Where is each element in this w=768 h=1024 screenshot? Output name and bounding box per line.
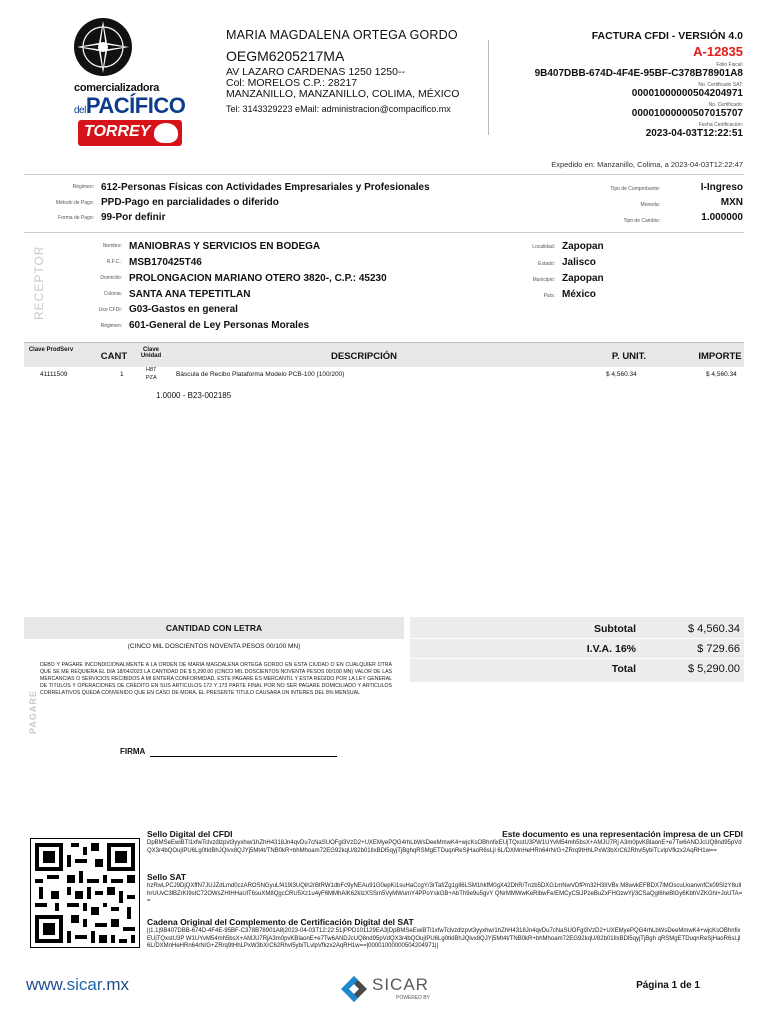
pagare-text: DEBO Y PAGARE INCONDICIONALMENTE A LA ORDEN DE MARIA MAGDALENA ORTEGA GORDO EN ESTA CIUDAD O EN CUALQUIER OTRA QUE SE ME REQUIERA EL DIA 18/04/2023 LA CANTIDAD DE $ 5,290.00 (CINCO MIL DOSCIENTOS NOVENTA PESOS 00/100 MN) VALOR DE LAS MERCANCIAS O SERVICIOS RECIBIDOS A MI ENTERA CONFORMIDAD. ESTE PAGARE ES MERCANTIL Y ESTA REGIDO POR LA LEY GENERAL DE TITULOS Y OPERACIONES DE CREDITO EN SUS ARTICULOS 172 Y 173 PARTE FINAL POR NO SER PAGARE DOMICILIADO Y ARTICULOS CORRELATIVOS QUEDA CONVENIDO QUE EN CASO DE MORA, EL PRESENTE TITULO CAUSARA UN INTERES DEL 8% MENSUAL (40, 662, 392, 696)
pais-value: México (562, 289, 596, 300)
moneda-value: MXN (720, 197, 743, 208)
cert-sat-label: No. Certificado SAT: (698, 82, 743, 88)
sello-sat-title: Sello SAT (147, 872, 187, 882)
total-value: $ 5,290.00 (688, 663, 740, 675)
issuer-block (226, 28, 481, 114)
receptor-vertical-text: RECEPTOR (32, 245, 46, 320)
regimen-label: Régimen: (72, 184, 94, 190)
th-punit: P. UNIT. (611, 351, 647, 362)
subtotal-value: $ 4,560.34 (688, 623, 740, 635)
fecha-label: Fecha Certificación: (698, 122, 743, 128)
torrey-text: TORREY (84, 123, 151, 140)
logo-text-pacifico: PACÍFICO (85, 93, 186, 118)
cert-sat: 00001000000504204971 (631, 88, 743, 99)
sicar-word: SICAR (372, 975, 429, 994)
footer-site-prefix: www. (26, 975, 67, 994)
nombre-value: MANIOBRAS Y SERVICIOS EN BODEGA (129, 241, 321, 252)
iva-label: I.V.A. 16% (586, 643, 636, 655)
colonia-label: Colonia: (103, 291, 122, 297)
iva-value: $ 729.66 (697, 643, 740, 655)
total-row (410, 659, 744, 679)
tipo-label: Tipo de Comprobante: (610, 186, 660, 192)
metodo-value: PPD-Pago en parcialidades o diferido (101, 197, 279, 208)
colonia-value: SANTA ANA TEPETITLAN (129, 289, 251, 300)
total-label: Total (611, 663, 636, 675)
bull-icon (154, 123, 178, 143)
cert-label: No. Certificado: (708, 102, 743, 108)
issuer-address-1: AV LAZARO CARDENAS 1250 1250-- (226, 66, 405, 78)
iva-row (410, 639, 744, 659)
folio-fiscal: 9B407DBB-674D-4F4E-95BF-C378B78901A8 (534, 68, 743, 79)
forma-value: 99-Por definir (101, 212, 166, 223)
cadena-original: ||1.1|9B407DBB-674D-4F4E-95BF-C378B78901A8|2023-04-03T12:22:51|PPD101129EA3|DpBMSeEwiBTl1xfwTclvzdlzpvt3yyxhw/1hZhH4318Jn4qvDu7cNaSUOFgl3VzD2+UXEMyePQG4rhLbWsDeeMmwK4+wjcKsOBhnfixEUjTQxstU3P W1UYvM54mh5bsX+AMJU7RjA3m0pvKBlaonE+e7Tw6ANDJcUQ8nd95pVdQX3r4bQOujIPU6Lg0tkIBhJQlvx8QJYj5Mt4t/TNB0kR+bhMhoam72EG92kqU/82b01IlxBDl5qyjTjBgh qRSMgETDuqnReSjHaoR6sLjl6L/DXMnHeHRn64rN/G+ZRrq9tHhLPxW3bXrC62Rhvl5ybiTLvlpVfkzx2AqRH1w==|00001000000504204971|| (147, 928, 741, 949)
estado-value: Jalisco (562, 257, 596, 268)
receptor-regimen-value: 601-General de Ley Personas Morales (129, 320, 310, 331)
cambio-value: 1.000000 (701, 212, 743, 223)
row-unidad-code: H87 (146, 367, 157, 373)
row-unidad: PZA (146, 375, 157, 381)
invoice-title: FACTURA CFDI - VERSIÓN 4.0 (591, 30, 743, 42)
th-importe: IMPORTE (698, 351, 742, 362)
cert: 00001000000507015707 (631, 108, 743, 119)
municipio-value: Zapopan (562, 273, 604, 284)
sicar-arrow-icon (340, 975, 368, 1003)
invoice-info (493, 30, 743, 139)
items-table-header (24, 342, 744, 367)
th-clave-prod: Clave ProdServ (28, 347, 74, 353)
logo-text-2 (74, 93, 185, 119)
page-number: Página 1 de 1 (636, 980, 700, 991)
moneda-label: Moneda: (640, 202, 660, 208)
localidad-label: Localidad: (532, 244, 555, 250)
expedido-text: Expedido en: Manzanillo, Colima, a 2023-04-03T12:22:47 (551, 160, 743, 169)
logo-text-del: del (74, 105, 86, 116)
footer-site-brand: sicar (66, 975, 102, 994)
subtotal-label: Subtotal (594, 623, 636, 635)
torrey-logo (78, 120, 182, 146)
forma-label: Forma de Pago: (58, 215, 94, 221)
firma-label: FIRMA (120, 747, 146, 756)
issuer-address-2: Col: MORELOS C.P.: 28217 (226, 77, 358, 89)
pagare-vertical-text: PAGARE (28, 690, 38, 734)
qr-code-icon (30, 838, 140, 948)
sello-cfdi: DpBMSeEwiBTl1xfwTclvzdlzpvt3yyxhw/1hZhH4318Jn4qvDu7cNaSUOFgl3VzD2+UXEMyePQG4rhLbWsDeeMmwK4+wjcKsOBhnfixEUjTQxstU3PW1UYvM54mh5bsX+AMJU7Rj A3m0pvKBlaonE+e7Tw6ANDJcUQ8nd95pVdQX3r4bQOujIPU6Lg0tkIBhJQlvx8QJYj5Mt4t/TNB0kR+bhMhoam72EG92kqU/82b01IlxBDl5qyjTjBghqRSMgETDuqnReSjHaoR6sLjl 6L/DXMnHeHRn64rN/G+ZRrq9tHhLPxW3bXrC62Rhvl5ybiTLvlpVfkzx2AqRH1w== (147, 840, 742, 854)
divider-1 (24, 174, 744, 175)
localidad-value: Zapopan (562, 241, 604, 252)
issuer-address-3: MANZANILLO, MANZANILLO, COLIMA, MÉXICO (226, 88, 460, 100)
row-clave-prod: 41111509 (40, 371, 68, 378)
sicar-sub: POWERED BY (396, 995, 430, 1001)
totals-box (410, 617, 744, 682)
rfc-value: MSB170425T46 (129, 257, 202, 268)
pais-label: País: (543, 293, 555, 299)
th-cant: CANT (100, 351, 128, 362)
nombre-label: Nombre: (102, 243, 122, 249)
issuer-contact: Tel: 3143329223 eMail: administracion@compacifico.mx (226, 104, 451, 114)
estado-label: Estado: (538, 261, 555, 267)
sicar-logo (340, 973, 440, 1009)
uso-value: G03-Gastos en general (129, 304, 238, 315)
metodo-label: Método de Pago: (55, 200, 94, 206)
receptor-vertical-label (30, 245, 50, 320)
uso-label: Uso CFDI: (98, 307, 122, 313)
footer-website[interactable] (26, 975, 129, 995)
domicilio-value: PROLONGACION MARIANO OTERO 3820-, C.P.: 45230 (129, 273, 387, 284)
compass-logo-icon (74, 18, 132, 76)
municipio-label: Municipio: (532, 277, 555, 283)
firma-line (150, 756, 337, 757)
rfc-label: R.F.C.: (106, 259, 122, 265)
folio-fiscal-label: Folio Fiscal: (716, 62, 743, 68)
regimen-value: 612-Personas Físicas con Actividades Empresariales y Profesionales (101, 182, 430, 193)
representacion-text: Este documento es una representación impresa de un CFDI (502, 829, 743, 839)
tipo-value: I-Ingreso (700, 182, 743, 193)
cantidad-letra-header: CANTIDAD CON LETRA (24, 617, 404, 639)
row-detalle: 1.0000 - B23-002185 (156, 391, 232, 400)
footer-site-suffix: .mx (101, 975, 129, 994)
cadena-title: Cadena Original del Complemento de Certificación Digital del SAT (147, 917, 414, 927)
issuer-name: MARIA MAGDALENA ORTEGA GORDO (226, 28, 458, 42)
cantidad-letra: (CINCO MIL DOSCIENTOS NOVENTA PESOS 00/100 MN) (127, 643, 301, 650)
row-importe: $ 4,560.34 (706, 371, 737, 378)
table-row (24, 367, 744, 407)
th-clave-unidad: Clave Unidad (140, 347, 162, 359)
company-logo (30, 18, 186, 148)
domicilio-label: Domicilio: (100, 275, 122, 281)
logo-text-1: comercializadora (74, 82, 160, 94)
issuer-rfc: OEGM6205217MA (226, 48, 345, 64)
header-divider (488, 40, 489, 135)
row-descripcion: Báscula de Recibo Plataforma Modelo PCB-100 (100/200) (176, 371, 345, 378)
receptor-regimen-label: Régimen: (100, 323, 122, 329)
pagare-vertical-label (28, 690, 40, 738)
sello-sat: hzRwLPCJ9DjQXffN7JUJZdLmd0czAROSNGyuLf419I3UQih2rBtRW1dbFc9yNEAu91G0epKi1suHaCcgY/3rTaf/Zg1gIl6LSM1hkfM0gX42DhR/Tnzb5DXG1mNwVDfPm32H3IIVBx M8wvkEFBDX7lMOscuUoanvnfCk09SIzY8uIlhrUUvC3lBZrKI9stC72OWsZHtHHaUlT6suXM8QgcCRU5Xz1u4yF6MMhAlK62kIzXSSm5VyMWumY4PPoYskGB+AbTh9e9u5gvY QNrMMWwKeRibwFe/EMCyC5iJPzeBuZxFHOzwYj/3CSaQgl6heBlGy6KbhVZKGhl+JoUTA== (147, 883, 743, 904)
th-descripcion: DESCRIPCIÓN (331, 351, 397, 362)
cambio-label: Tipo de Cambio: (623, 218, 660, 224)
invoice-folio: A-12835 (693, 44, 743, 59)
row-cant: 1 (120, 371, 124, 378)
sello-cfdi-title: Sello Digital del CFDI (147, 829, 233, 839)
divider-2 (24, 232, 744, 233)
row-punit: $ 4,560.34 (606, 371, 637, 378)
fecha: 2023-04-03T12:22:51 (645, 128, 743, 139)
subtotal-row (410, 619, 744, 639)
